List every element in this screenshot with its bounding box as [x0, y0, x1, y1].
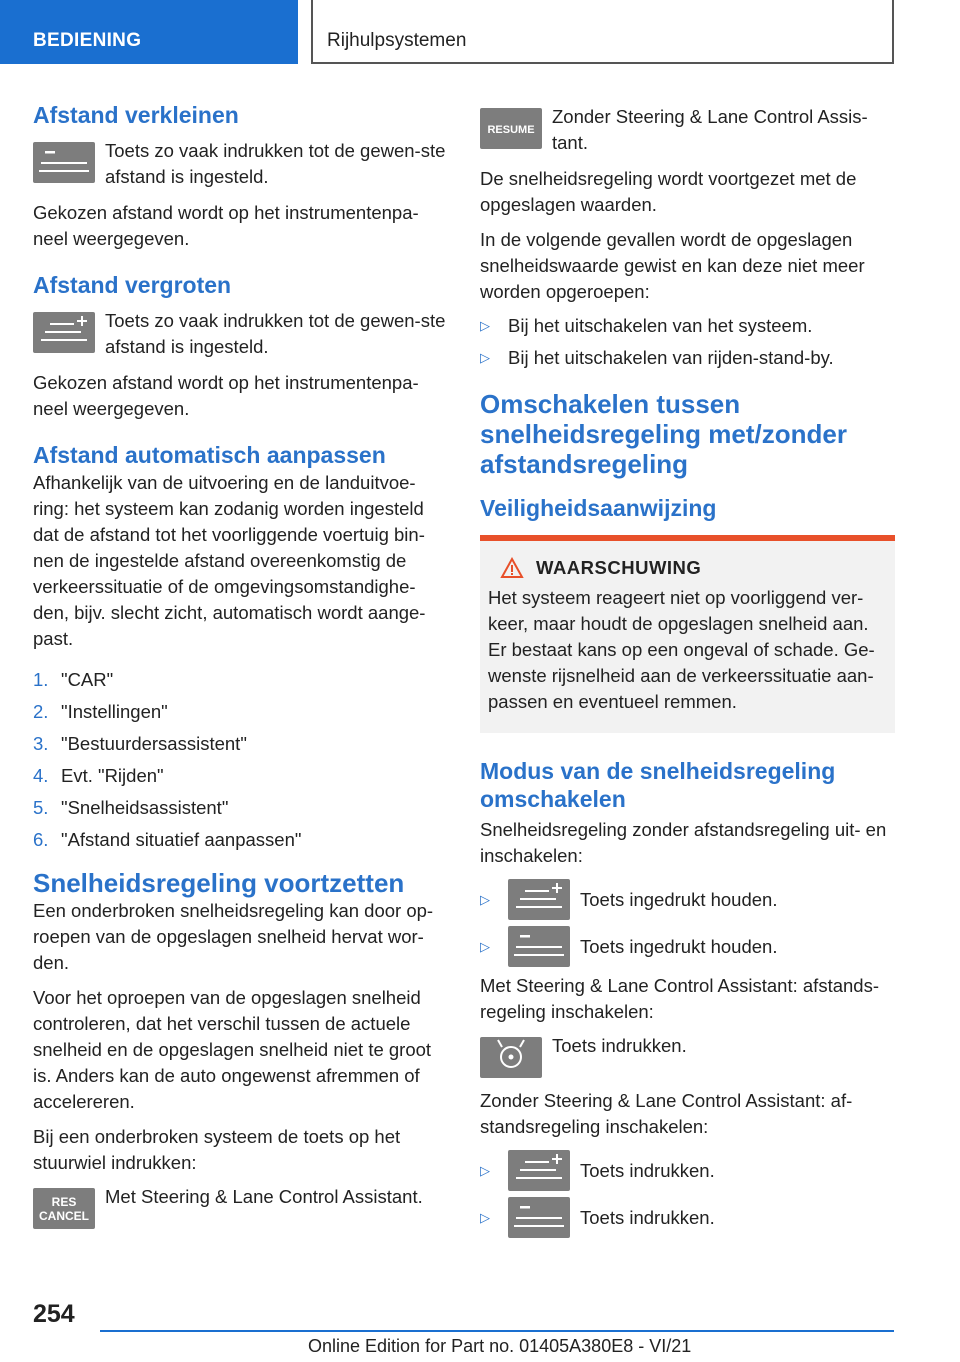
- left-column: [33, 100, 448, 1239]
- list-item: 1. "CAR": [33, 669, 114, 690]
- distance-decrease-icon: [508, 926, 570, 967]
- svg-text:CANCEL: CANCEL: [39, 1209, 89, 1223]
- list-item: ▷ Bij het uitschakelen van rijden-stand-by.: [480, 343, 895, 373]
- svg-text:RES: RES: [51, 1195, 77, 1209]
- distance-increase-icon: [508, 1150, 570, 1191]
- bullet-list: [480, 311, 895, 373]
- warning-header: WAARSCHUWING: [488, 557, 887, 579]
- steering-assist-row: [480, 1033, 895, 1078]
- triangle-bullet-icon: ▷: [480, 938, 490, 954]
- list-item: ▷ Toets ingedrukt houden.: [480, 879, 895, 920]
- triangle-bullet-icon: ▷: [480, 1162, 490, 1178]
- right-column: [480, 100, 895, 1244]
- page-number: 254: [33, 1300, 75, 1328]
- paragraph: Afhankelijk van de uitvoering en de landuitvoe-ring: het systeem kan zodanig worden ingesteld dat de afstand tot het voorliggende voertuig bin-nen de ingestelde afstand overeenkomstig de verkeerssituatie of de omgevingsomstandighe-den, bijv. slecht zicht, automatisch wordt aange-past.: [33, 472, 426, 649]
- steps-list: [33, 664, 448, 856]
- svg-text:RESUME: RESUME: [487, 124, 535, 136]
- list-item: 5. "Snelheidsassistent": [33, 797, 229, 818]
- paragraph: Gekozen afstand wordt op het instrumentenpa-neel weergegeven.: [33, 372, 419, 419]
- distance-decrease-text: Toets zo vaak indrukken tot de gewen-ste afstand is ingesteld.: [105, 140, 446, 187]
- paragraph: In de volgende gevallen wordt de opgeslagen snelheidswaarde gewist en kan deze niet meer worden opgeroepen:: [480, 229, 865, 302]
- res-cancel-text: Met Steering & Lane Control Assistant.: [105, 1186, 423, 1207]
- heading-modus: Modus van de snelheidsregeling omschakelen: [480, 758, 836, 812]
- distance-increase-icon: [33, 312, 95, 353]
- triangle-bullet-icon: ▷: [480, 350, 490, 365]
- resume-icon: [480, 108, 542, 149]
- triangle-bullet-icon: ▷: [480, 318, 490, 333]
- list-item: 3. "Bestuurdersassistent": [33, 733, 247, 754]
- paragraph: Snelheidsregeling zonder afstandsregeling uit- en inschakelen:: [480, 819, 887, 866]
- warning-triangle-icon: [500, 557, 524, 579]
- warning-box: [480, 535, 895, 733]
- list-item: ▷ Toets ingedrukt houden.: [480, 926, 895, 967]
- res-cancel-row: [33, 1184, 448, 1229]
- heading-afstand-verkleinen: Afstand verkleinen: [33, 102, 239, 128]
- paragraph: Bij een onderbroken systeem de toets op het stuurwiel indrukken:: [33, 1126, 401, 1173]
- chapter-header: [311, 0, 894, 64]
- steering-assist-icon: [480, 1037, 542, 1078]
- warning-text: Het systeem reageert niet op voorliggend ver-keer, maar houdt de opgeslagen snelheid aan. Er bestaat kans op een ongeval of schade. Ge-wenste rijsnelheid aan de verkeerssituatie aan-passen en eventueel remmen.: [488, 587, 875, 712]
- triangle-bullet-icon: ▷: [480, 1209, 490, 1225]
- distance-decrease-icon: [508, 1197, 570, 1238]
- hold-list: [480, 879, 895, 967]
- heading-veiligheidsaanwijzing: Veiligheidsaanwijzing: [480, 495, 717, 521]
- triangle-bullet-icon: ▷: [480, 891, 490, 907]
- paragraph: Een onderbroken snelheidsregeling kan door op-roepen van de opgeslagen snelheid hervat wor-den.: [33, 900, 434, 973]
- section-label: BEDIENING: [33, 30, 142, 51]
- paragraph: De snelheidsregeling wordt voortgezet met de opgeslagen waarden.: [480, 168, 857, 215]
- distance-increase-text: Toets zo vaak indrukken tot de gewen-ste afstand is ingesteld.: [105, 310, 446, 357]
- heading-afstand-automatisch: Afstand automatisch aanpassen: [33, 442, 386, 468]
- footer-divider: [100, 1330, 894, 1332]
- heading-snelheidsregeling-voortzetten: Snelheidsregeling voortzetten: [33, 868, 405, 898]
- press-list: [480, 1150, 895, 1238]
- distance-increase-row: [33, 308, 448, 360]
- res-cancel-icon: [33, 1188, 95, 1229]
- list-item: ▷ Bij het uitschakelen van het systeem.: [480, 311, 895, 341]
- resume-row: [480, 104, 895, 156]
- heading-omschakelen: Omschakelen tussen snelheidsregeling met/zonder afstandsregeling: [480, 389, 847, 479]
- list-item: 6. "Afstand situatief aanpassen": [33, 829, 302, 850]
- paragraph: Gekozen afstand wordt op het instrumentenpa-neel weergegeven.: [33, 202, 419, 249]
- paragraph: Zonder Steering & Lane Control Assistant: af-standsregeling inschakelen:: [480, 1090, 853, 1137]
- list-item: ▷ Toets indrukken.: [480, 1197, 895, 1238]
- list-item: 4. Evt. "Rijden": [33, 765, 164, 786]
- distance-decrease-row: [33, 138, 448, 190]
- paragraph: Voor het oproepen van de opgeslagen snelheid controleren, dat het verschil tussen de actuele snelheid en de opgeslagen snelheid niet te groot is. Anders kan de auto ongewenst afremmen of accelereren.: [33, 987, 432, 1112]
- distance-increase-icon: [508, 879, 570, 920]
- paragraph: Met Steering & Lane Control Assistant: afstands-regeling inschakelen:: [480, 975, 879, 1022]
- footer-edition: Online Edition for Part no. 01405A380E8 - VI/21: [308, 1336, 692, 1356]
- resume-text: Zonder Steering & Lane Control Assis-tant.: [552, 106, 868, 153]
- section-tab: [0, 0, 298, 64]
- distance-decrease-icon: [33, 142, 95, 183]
- chapter-title: Rijhulpsystemen: [327, 30, 467, 51]
- heading-afstand-vergroten: Afstand vergroten: [33, 272, 232, 298]
- list-item: ▷ Toets indrukken.: [480, 1150, 895, 1191]
- list-item: 2. "Instellingen": [33, 701, 168, 722]
- steering-assist-text: Toets indrukken.: [552, 1035, 687, 1056]
